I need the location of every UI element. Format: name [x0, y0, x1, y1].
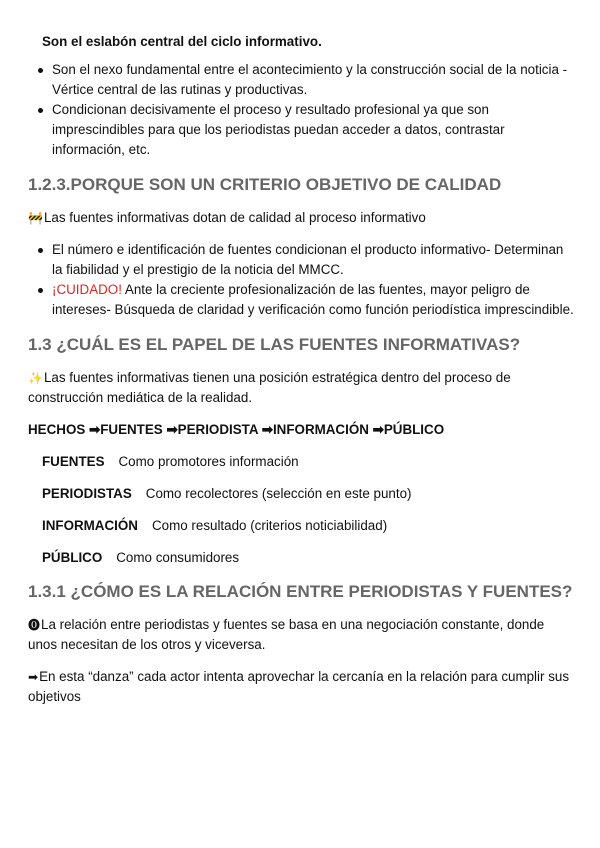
document-page — [28, 32, 576, 707]
paragraph-calidad-text: Las fuentes informativas dotan de calidad al proceso informativo — [43, 210, 426, 225]
paragraph-danza — [28, 667, 576, 707]
list-item: Son el nexo fundamental entre el acontecimiento y la construcción social de la noticia - Vértice central de las rutinas y productivas. — [52, 60, 576, 100]
role-value: Como recolectores (selección en este punto) — [145, 486, 412, 501]
role-key: INFORMACIÓN — [42, 518, 138, 533]
role-value: Como promotores información — [118, 454, 299, 469]
paragraph-relacion — [28, 615, 576, 655]
paragraph-papel-text: Las fuentes informativas tienen una posición estratégica dentro del proceso de construcción mediática de la realidad. — [28, 370, 511, 405]
paragraph-papel — [28, 368, 576, 408]
role-key: FUENTES — [42, 454, 105, 469]
role-row — [28, 484, 576, 504]
role-key: PÚBLICO — [42, 550, 103, 565]
list-item — [52, 280, 576, 320]
lead-statement: Son el eslabón central del ciclo informativo. — [42, 34, 322, 49]
heading-criterio-calidad: 1.2.3.PORQUE SON UN CRITERIO OBJETIVO DE CALIDAD — [28, 175, 502, 194]
list-item: El número e identificación de fuentes condicionan el producto informativo- Determinan la fiabilidad y el prestigio de la noticia del MMCC. — [52, 240, 576, 280]
information-flow: HECHOS ➡FUENTES ➡PERIODISTA ➡INFORMACIÓN ➡PÚBLICO — [28, 422, 445, 437]
sparkles-icon: ✨ — [28, 371, 43, 385]
list-item: Condicionan decisivamente el proceso y resultado profesional ya que son imprescindibles para que los periodistas puedan acceder a datos, contrastar información, etc. — [52, 100, 576, 160]
role-row — [28, 516, 576, 536]
role-row — [28, 548, 576, 568]
alert-label: ¡CUIDADO! — [52, 282, 122, 297]
role-row — [28, 452, 576, 472]
construction-icon: 🚧 — [28, 211, 43, 225]
right-arrow-icon: ➡ — [28, 670, 39, 684]
paragraph-calidad — [28, 208, 576, 228]
list-calidad — [28, 240, 576, 320]
zero-circle-icon: ⓿ — [28, 618, 41, 632]
heading-papel-fuentes: 1.3 ¿CUÁL ES EL PAPEL DE LAS FUENTES INFORMATIVAS? — [28, 335, 521, 354]
alert-text: Ante la creciente profesionalización de las fuentes, mayor peligro de intereses- Búsqueda de claridad y verificación como función periodística imprescindible. — [52, 282, 574, 317]
list-nexo — [28, 60, 576, 160]
heading-relacion: 1.3.1 ¿CÓMO ES LA RELACIÓN ENTRE PERIODISTAS Y FUENTES? — [28, 582, 573, 601]
paragraph-relacion-text: La relación entre periodistas y fuentes se basa en una negociación constante, donde unos necesitan de los otros y viceversa. — [28, 617, 545, 652]
role-key: PERIODISTAS — [42, 486, 132, 501]
role-value: Como consumidores — [116, 550, 240, 565]
paragraph-danza-text: En esta “danza” cada actor intenta aprovechar la cercanía en la relación para cumplir sus objetivos — [28, 669, 570, 704]
role-value: Como resultado (criterios noticiabilidad) — [151, 518, 388, 533]
